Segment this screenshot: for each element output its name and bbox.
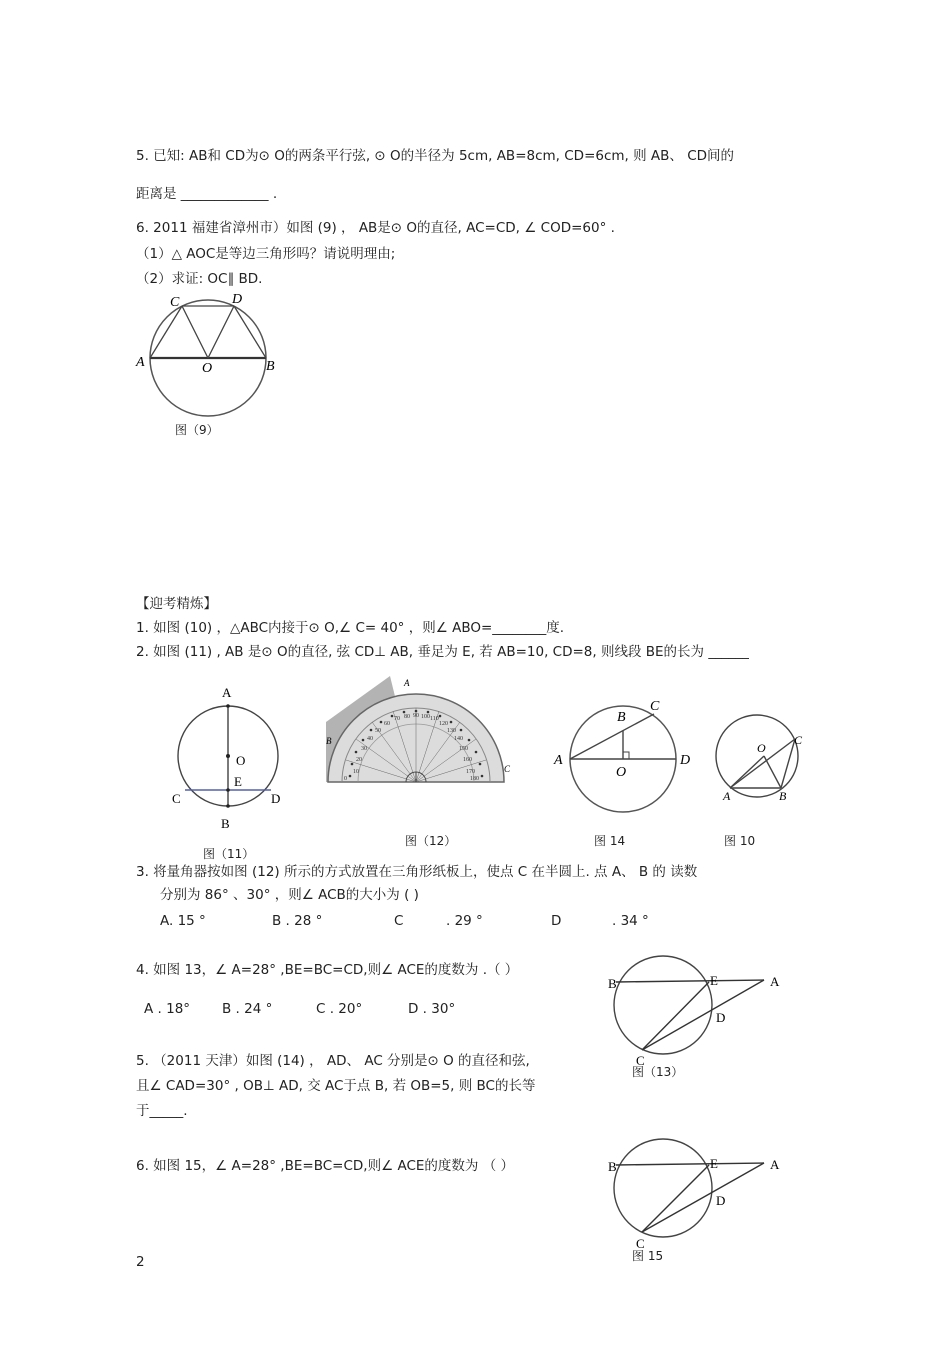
figure-14 [550, 694, 700, 819]
svg-text:50: 50 [375, 728, 381, 734]
svg-text:110: 110 [430, 716, 439, 722]
fig9-label-c: C [170, 295, 180, 310]
svg-text:O: O [757, 741, 766, 755]
fig9-label-d: D [232, 292, 243, 307]
svg-text:E: E [710, 973, 718, 988]
svg-text:O: O [616, 765, 627, 780]
svg-text:A: A [723, 789, 731, 803]
problem-6-q1: （1）△ AOC是等边三角形吗？请说明理由; [136, 246, 396, 262]
practice-q5-line1: 5. （2011 天津）如图 (14) ， AD、 AC 分别是⊙ O 的直径和弦, [136, 1053, 530, 1069]
practice-q3-option-d-value: . 34 ° [612, 913, 649, 929]
figure-14-caption: 图 14 [594, 834, 626, 848]
svg-text:170: 170 [466, 769, 475, 775]
svg-text:E: E [234, 774, 242, 789]
svg-text:A: A [404, 678, 410, 688]
svg-text:140: 140 [454, 736, 463, 742]
figure-11 [168, 684, 288, 834]
svg-text:0: 0 [344, 776, 347, 782]
svg-text:O: O [236, 753, 246, 768]
figure-12-protractor [320, 672, 520, 788]
svg-text:160: 160 [463, 757, 472, 763]
figure-13-caption: 图（13） [632, 1065, 684, 1079]
svg-text:C: C [636, 1236, 645, 1251]
svg-text:A: A [554, 753, 563, 768]
practice-q2: 2. 如图 (11) , AB 是⊙ O的直径, 弦 CD⊥ AB, 垂足为 E, 若 AB=10, CD=8, 则线段 BE的长为 ______ [136, 644, 749, 660]
svg-text:150: 150 [459, 746, 468, 752]
page-number: 2 [136, 1254, 145, 1270]
practice-q1: 1. 如图 (10) ，△ABC内接于⊙ O,∠ C= 40° ，则∠ ABO=________度. [136, 620, 565, 636]
practice-q4: 4. 如图 13，∠ A=28° ,BE=BC=CD,则∠ ACE的度数为 .（ ） [136, 962, 519, 978]
practice-q3-option-d-letter: D [551, 913, 562, 929]
svg-text:D: D [680, 753, 691, 768]
svg-text:10: 10 [353, 769, 359, 775]
svg-text:D: D [271, 791, 281, 806]
practice-q4-option-d: D . 30° [408, 1001, 456, 1017]
svg-text:B: B [608, 976, 617, 991]
svg-text:100: 100 [421, 714, 430, 720]
svg-text:130: 130 [447, 728, 456, 734]
figure-9 [130, 288, 290, 423]
figure-10-caption: 图 10 [724, 834, 756, 848]
practice-q4-option-b: B . 24 ° [222, 1001, 273, 1017]
svg-text:E: E [710, 1156, 718, 1171]
svg-text:C: C [636, 1053, 645, 1068]
practice-q3-option-a: A. 15 ° [160, 913, 206, 929]
svg-text:40: 40 [367, 736, 373, 742]
figure-12-caption: 图（12） [405, 834, 457, 848]
practice-q5-line3: 于_____. [136, 1103, 188, 1119]
problem-6-q2: （2）求证: OC∥ BD. [136, 271, 263, 287]
figure-11-caption: 图（11） [203, 847, 255, 861]
svg-text:80: 80 [404, 714, 410, 720]
svg-text:A: A [770, 1157, 780, 1172]
svg-text:20: 20 [356, 757, 362, 763]
practice-q3-option-b: B . 28 ° [272, 913, 323, 929]
figure-15 [604, 1130, 794, 1254]
section-title: 【迎考精炼】 [136, 596, 217, 612]
svg-text:180: 180 [470, 776, 479, 782]
problem-5-line1: 5. 已知: AB和 CD为⊙ O的两条平行弦, ⊙ O的半径为 5cm, AB=8cm, CD=6cm, 则 AB、 CD间的 [136, 148, 735, 164]
svg-text:C: C [172, 791, 181, 806]
svg-text:B: B [617, 710, 626, 725]
svg-text:A: A [222, 685, 232, 700]
svg-text:120: 120 [439, 721, 448, 727]
svg-text:A: A [770, 974, 780, 989]
figure-13 [604, 944, 794, 1068]
figure-10 [710, 708, 810, 804]
svg-text:D: D [716, 1010, 726, 1025]
svg-text:30: 30 [361, 746, 367, 752]
svg-text:B: B [221, 816, 230, 831]
svg-text:60: 60 [384, 721, 390, 727]
svg-text:90: 90 [413, 713, 419, 719]
svg-text:C: C [794, 733, 803, 747]
svg-text:D: D [716, 1193, 726, 1208]
figure-9-caption: 图（9） [175, 423, 219, 437]
svg-text:C: C [504, 764, 511, 774]
fig9-label-o: O [202, 361, 213, 376]
figure-15-caption: 图 15 [632, 1249, 664, 1263]
problem-5-line2: 距离是 _____________ . [136, 186, 278, 202]
fig9-label-a: A [136, 355, 145, 370]
problem-6-line1: 6. 2011 福建省漳州市）如图 (9) ， AB是⊙ O的直径, AC=CD, ∠ COD=60° . [136, 220, 615, 236]
practice-q4-option-c: C . 20° [316, 1001, 363, 1017]
svg-text:B: B [608, 1159, 617, 1174]
svg-text:70: 70 [394, 716, 400, 722]
practice-q3-line1: 3. 将量角器按如图 (12) 所示的方式放置在三角形纸板上，使点 C 在半圆上. 点 A、 B 的 读数 [136, 864, 698, 880]
practice-q4-option-a: A . 18° [144, 1001, 191, 1017]
svg-text:B: B [779, 789, 787, 803]
practice-q5-line2: 且∠ CAD=30° , OB⊥ AD, 交 AC于点 B, 若 OB=5, 则 BC的长等 [136, 1078, 536, 1094]
fig9-label-b: B [266, 359, 275, 374]
practice-q3-option-c-value: . 29 ° [446, 913, 483, 929]
practice-q6: 6. 如图 15，∠ A=28° ,BE=BC=CD,则∠ ACE的度数为 （ ） [136, 1158, 514, 1174]
practice-q3-option-c-letter: C [394, 913, 404, 929]
practice-q3-line2: 分别为 86° 、30° ，则∠ ACB的大小为 ( ) [160, 887, 419, 903]
svg-text:B: B [326, 736, 332, 746]
svg-text:C: C [650, 699, 660, 714]
